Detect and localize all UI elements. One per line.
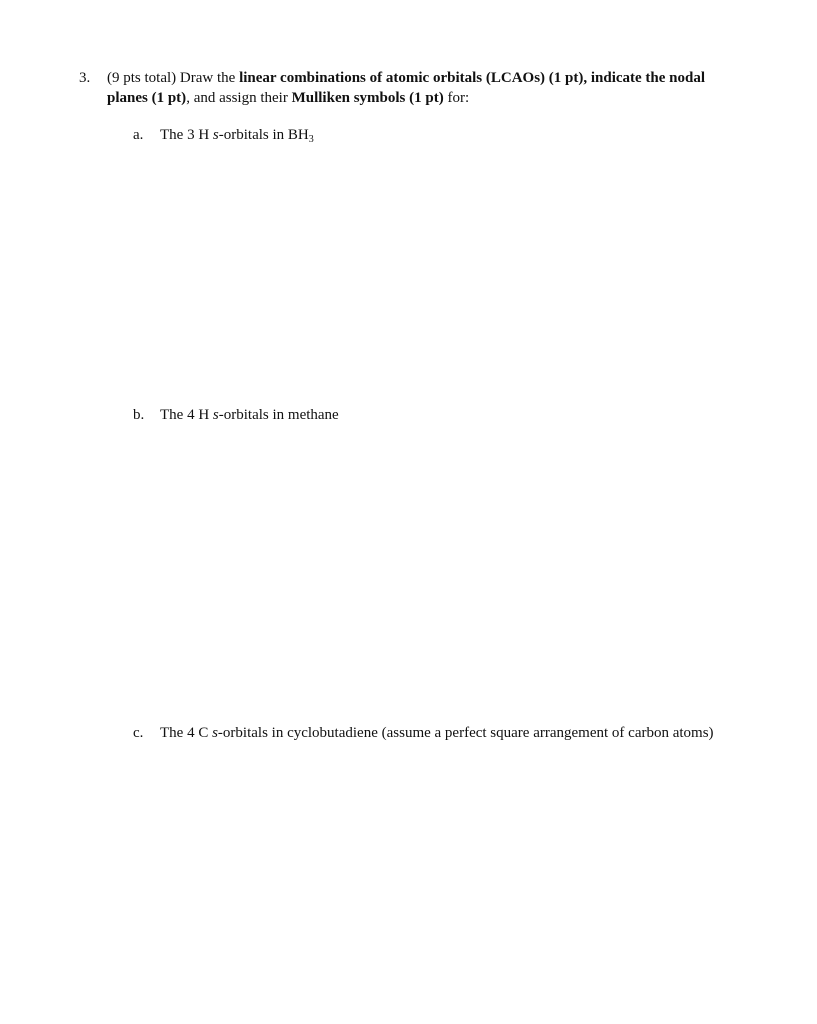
question-prompt xyxy=(107,68,747,108)
part-c-text xyxy=(160,723,730,743)
part-a-italic: s xyxy=(212,127,219,143)
part-b-post: -orbitals in methane xyxy=(218,407,339,423)
prompt-bold-mulliken: Mulliken symbols (1 pt) xyxy=(291,90,444,106)
prompt-intro: (9 pts total) Draw the xyxy=(107,70,240,86)
part-c-letter: c. xyxy=(133,725,144,741)
prompt-mid: , and assign their xyxy=(186,90,292,106)
part-c-italic: s xyxy=(212,725,218,741)
question-number: 3. xyxy=(79,70,91,86)
part-a-text xyxy=(160,125,730,145)
part-c-pre: The 4 C xyxy=(160,725,213,741)
part-a-pre: The 3 H xyxy=(160,127,213,143)
part-a-post: -orbitals in BH xyxy=(218,127,309,143)
part-b-italic: s xyxy=(212,407,219,423)
part-b-letter: b. xyxy=(133,407,145,423)
part-b-pre: The 4 H xyxy=(160,407,213,423)
part-a-letter: a. xyxy=(133,127,144,143)
prompt-bold-lcao: linear combinations of atomic orbitals (LCAOs) (1 pt), indicate the nodal planes (1 pt) xyxy=(107,70,706,106)
part-c-post: -orbitals in cyclobutadiene (assume a perfect square arrangement of carbon atoms) xyxy=(217,725,714,741)
part-a-subscript: 3 xyxy=(308,134,314,145)
part-b-text xyxy=(160,405,730,425)
prompt-end: for: xyxy=(443,90,470,106)
